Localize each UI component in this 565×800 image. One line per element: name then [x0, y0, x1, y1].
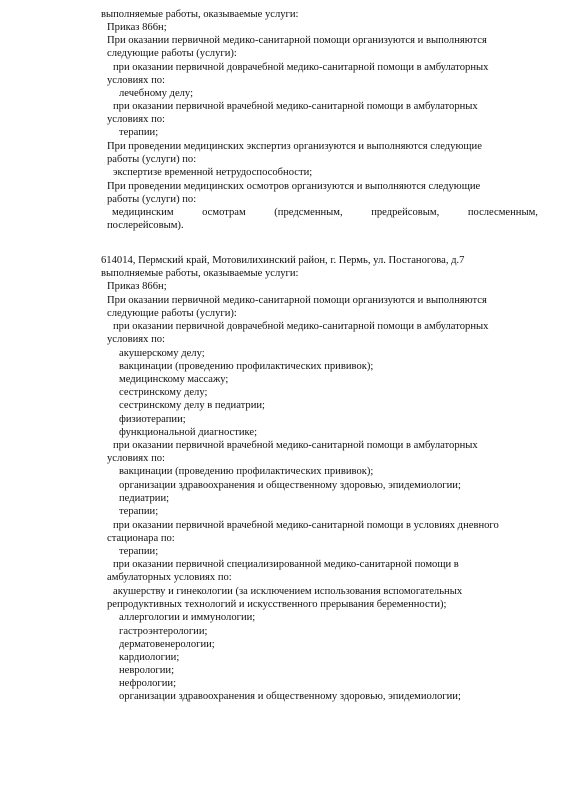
subheading-cont: амбулаторных условиях по:	[107, 572, 232, 583]
subheading-cont: условиях по:	[107, 114, 165, 125]
justified-line	[112, 206, 538, 219]
subheading: при оказании первичной врачебной медико-санитарной помощи в амбулаторных	[113, 101, 478, 112]
list-item: терапии;	[119, 506, 159, 517]
list-item: вакцинации (проведению профилактических прививок);	[119, 466, 374, 477]
list-item: терапии;	[119, 127, 159, 138]
subheading: при оказании первичной врачебной медико-санитарной помощи в условиях дневного	[113, 520, 499, 531]
word: (предсменным,	[274, 207, 343, 218]
subheading-cont: условиях по:	[107, 334, 165, 345]
list-item: акушерскому делу;	[119, 348, 205, 359]
list-item: организации здравоохранения и общественному здоровью, эпидемиологии;	[119, 691, 461, 702]
list-item: физиотерапии;	[119, 414, 186, 425]
care-heading-cont: следующие работы (услуги):	[107, 48, 237, 59]
care-heading: При оказании первичной медико-санитарной помощи организуются и выполняются	[107, 295, 487, 306]
list-item: организации здравоохранения и общественному здоровью, эпидемиологии;	[119, 480, 461, 491]
care-heading-cont: работы (услуги) по:	[107, 154, 197, 165]
list-item: гастроэнтерологии;	[119, 626, 208, 637]
list-item: нефрологии;	[119, 678, 177, 689]
care-heading: При проведении медицинских осмотров организуются и выполняются следующие	[107, 181, 481, 192]
section-intro: выполняемые работы, оказываемые услуги:	[101, 268, 299, 279]
list-item: лечебному делу;	[119, 88, 194, 99]
care-heading-cont: следующие работы (услуги):	[107, 308, 237, 319]
order-reference: Приказ 866н;	[107, 281, 167, 292]
care-heading: При проведении медицинских экспертиз организуются и выполняются следующие	[107, 141, 482, 152]
subheading: при оказании первичной доврачебной медико-санитарной помощи в амбулаторных	[113, 321, 489, 332]
list-item: неврологии;	[119, 665, 175, 676]
subheading: при оказании первичной специализированной медико-санитарной помощи в	[113, 559, 459, 570]
list-item: медицинскому массажу;	[119, 374, 229, 385]
list-item: акушерству и гинекологии (за исключением использования вспомогательных	[113, 586, 463, 597]
list-item: сестринскому делу в педиатрии;	[119, 400, 265, 411]
list-item: сестринскому делу;	[119, 387, 208, 398]
list-item: педиатрии;	[119, 493, 170, 504]
subheading: при оказании первичной доврачебной медико-санитарной помощи в амбулаторных	[113, 62, 489, 73]
order-reference: Приказ 866н;	[107, 22, 167, 33]
list-item: дерматовенерологии;	[119, 639, 215, 650]
list-item: терапии;	[119, 546, 159, 557]
word: медицинским	[112, 207, 174, 218]
word: осмотрам	[202, 207, 246, 218]
list-item-cont: послерейсовым).	[107, 220, 184, 231]
subheading-cont: условиях по:	[107, 75, 165, 86]
word: предрейсовым,	[371, 207, 440, 218]
list-item: функциональной диагностике;	[119, 427, 258, 438]
list-item: экспертизе временной нетрудоспособности;	[113, 167, 313, 178]
list-item: аллергологии и иммунологии;	[119, 612, 256, 623]
list-item: вакцинации (проведению профилактических прививок);	[119, 361, 374, 372]
address: 614014, Пермский край, Мотовилихинский район, г. Пермь, ул. Постаногова, д.7	[101, 255, 465, 266]
word: послесменным,	[467, 207, 538, 218]
section-intro: выполняемые работы, оказываемые услуги:	[101, 9, 299, 20]
care-heading-cont: работы (услуги) по:	[107, 194, 197, 205]
list-item: кардиологии;	[119, 652, 180, 663]
list-item-cont: репродуктивных технологий и искусственного прерывания беременности);	[107, 599, 447, 610]
care-heading: При оказании первичной медико-санитарной помощи организуются и выполняются	[107, 35, 487, 46]
subheading-cont: условиях по:	[107, 453, 165, 464]
subheading-cont: стационара по:	[107, 533, 175, 544]
subheading: при оказании первичной врачебной медико-санитарной помощи в амбулаторных	[113, 440, 478, 451]
